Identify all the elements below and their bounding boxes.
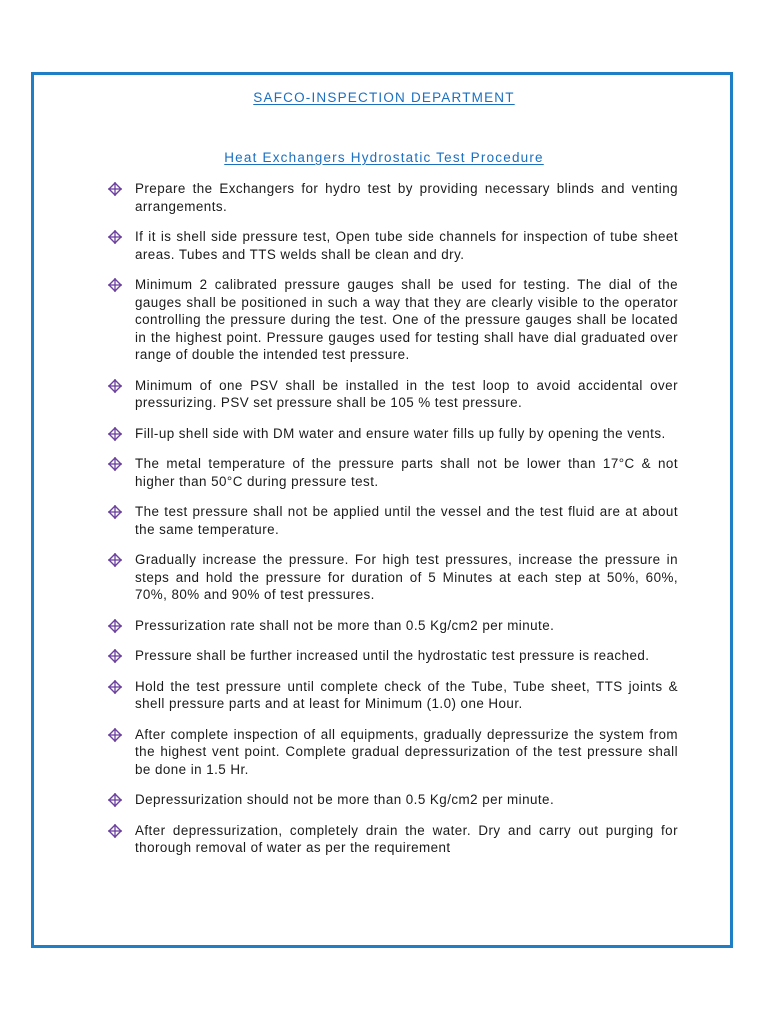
procedure-step — [108, 455, 678, 490]
diamond-cross-icon — [108, 427, 122, 441]
diamond-cross-icon — [108, 680, 122, 694]
step-text: Hold the test pressure until complete check of the Tube, Tube sheet, TTS joints & shell pressure parts and at least for Minimum (1.0) one Hour. — [135, 678, 678, 711]
diamond-cross-icon — [108, 230, 122, 244]
step-text: After complete inspection of all equipments, gradually depressurize the system from the highest vent point. Complete gradual depressurization of the test pressure shall be done in 1.5 Hr. — [135, 726, 678, 777]
step-text: The metal temperature of the pressure parts shall not be lower than 17°C & not higher than 50°C during pressure test. — [135, 456, 678, 489]
step-text: Prepare the Exchangers for hydro test by providing necessary blinds and venting arrangements. — [135, 181, 678, 214]
step-text: Fill-up shell side with DM water and ensure water fills up fully by opening the vents. — [135, 425, 666, 441]
procedure-step — [108, 678, 678, 713]
procedure-step — [108, 228, 678, 263]
step-text: Pressurization rate shall not be more than 0.5 Kg/cm2 per minute. — [135, 617, 555, 633]
step-text: Minimum of one PSV shall be installed in the test loop to avoid accidental over pressurizing. PSV set pressure shall be 105 % test pressure. — [135, 377, 678, 410]
diamond-cross-icon — [108, 649, 122, 663]
procedure-step — [108, 822, 678, 857]
procedure-step — [108, 617, 678, 635]
step-text: Pressure shall be further increased until the hydrostatic test pressure is reached. — [135, 648, 650, 663]
step-text: If it is shell side pressure test, Open tube side channels for inspection of tube sheet areas. Tubes and TTS welds shall be clean and dry. — [135, 229, 678, 262]
diamond-cross-icon — [108, 553, 122, 567]
procedure-step — [108, 551, 678, 604]
diamond-cross-icon — [108, 619, 122, 633]
step-text: After depressurization, completely drain the water. Dry and carry out purging for thorough removal of water as per the requirement — [135, 822, 678, 855]
procedure-step — [108, 503, 678, 538]
step-text: The test pressure shall not be applied until the vessel and the test fluid are at about the same temperature. — [135, 504, 678, 537]
diamond-cross-icon — [108, 457, 122, 471]
procedure-title: Heat Exchangers Hydrostatic Test Procedure — [224, 150, 544, 165]
step-text: Depressurization should not be more than 0.5 Kg/cm2 per minute. — [135, 792, 555, 807]
department-heading: SAFCO-INSPECTION DEPARTMENT — [253, 90, 515, 105]
diamond-cross-icon — [108, 505, 122, 519]
diamond-cross-icon — [108, 379, 122, 393]
procedure-step — [108, 647, 678, 665]
step-text: Gradually increase the pressure. For high test pressures, increase the pressure in steps and hold the pressure for duration of 5 Minutes at each step at 50%, 60%, 70%, 80% and 90% of test pressures. — [135, 552, 678, 602]
procedure-step — [108, 791, 678, 809]
diamond-cross-icon — [108, 182, 122, 196]
diamond-cross-icon — [108, 824, 122, 838]
procedure-step — [108, 377, 678, 412]
procedure-step — [108, 180, 678, 215]
procedure-steps-list — [108, 180, 678, 870]
procedure-step — [108, 425, 678, 443]
diamond-cross-icon — [108, 278, 122, 292]
step-text: Minimum 2 calibrated pressure gauges shall be used for testing. The dial of the gauges shall be positioned in such a way that they are clearly visible to the operator controlling the pressure during the test. One of the pressure gauges shall be located in the highest point. Pressure gauges used for testing shall have dial graduated over range of double the intended test pressure. — [135, 277, 678, 362]
procedure-step — [108, 726, 678, 779]
procedure-step — [108, 276, 678, 364]
diamond-cross-icon — [108, 728, 122, 742]
diamond-cross-icon — [108, 793, 122, 807]
